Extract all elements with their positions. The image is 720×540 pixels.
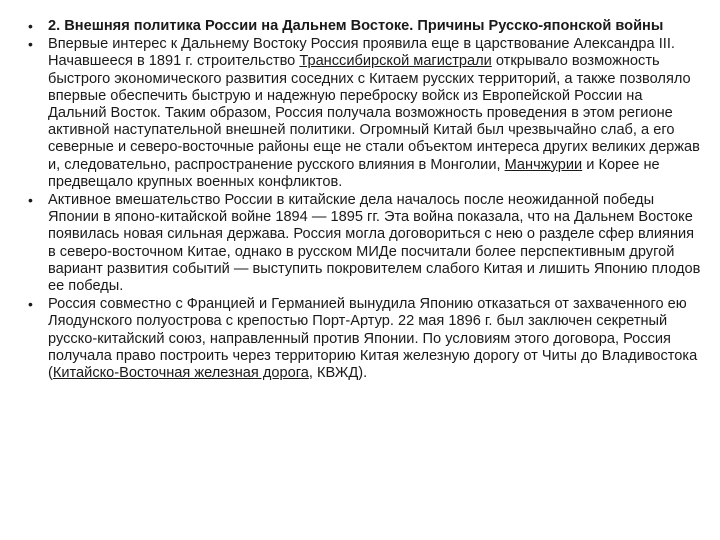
link-manchuria[interactable]: Манчжурии (504, 156, 583, 173)
paragraph-text: Активное вмешательство России в китайские дела началось после неожиданной победы Японии в японо-китайской войне 1894 — 1895 гг. Эта война показала, что на Дальнем Востоке появилась новая сильная держава. Россия могла договориться с нею о разделе сфер влияния в северо-восточном Китае, однако в русском МИДе посчитали более перспективным другой вариант развития событий — выступить покровителем слабого Китая и лишить Японию плодов ее победы. (48, 192, 701, 295)
link-trans-siberian-railway[interactable]: Транссибирской магистрали (299, 53, 492, 70)
link-chinese-eastern-railway[interactable]: Китайско-Восточная железная дорога (52, 365, 309, 382)
paragraph-text: Россия совместно с Францией и Германией вынудила Японию отказаться от захваченного ею Ляодунского полуострова с крепостью Порт-Артур. 22 мая 1896 г. был заключен секретный русско-китайский союз, направленный против Японии. По условиям этого договора, Россия получала право построить через территорию Китая железную дорогу от Читы до Владивостока ( (48, 296, 698, 382)
bullet-paragraph-3 (28, 296, 704, 382)
paragraph-text: Впервые интерес к Дальнему Востоку Россия проявила еще в царствование Александра III. Начавшееся в 1891 г. строительство (48, 36, 675, 70)
paragraph-text: и Корее не предвещало крупных военных конфликтов. (48, 156, 660, 190)
paragraph-text: , КВЖД). (308, 365, 368, 382)
bullet-list (28, 18, 704, 382)
section-title: 2. Внешняя политика России на Дальнем Востоке. Причины Русско-японской войны (48, 18, 664, 34)
bullet-paragraph-1 (28, 36, 704, 191)
bullet-paragraph-2 (28, 192, 704, 295)
paragraph-text: открывало возможность быстрого экономического развития соседних с Китаем русских территорий, а также позволяло впервые обеспечить быструю и надежную переброску войск из Европейской России на Дальний Восток. Таким образом, Россия получала возможность проведения в этом регионе активной наступательной внешней политики. Огромный Китай был чрезвычайно слаб, а его северные и северо-восточные районы еще не стали объектом интереса других великих держав и, следовательно, распространение русского влияния в Монголии, (48, 53, 700, 173)
bullet-title (28, 18, 704, 35)
